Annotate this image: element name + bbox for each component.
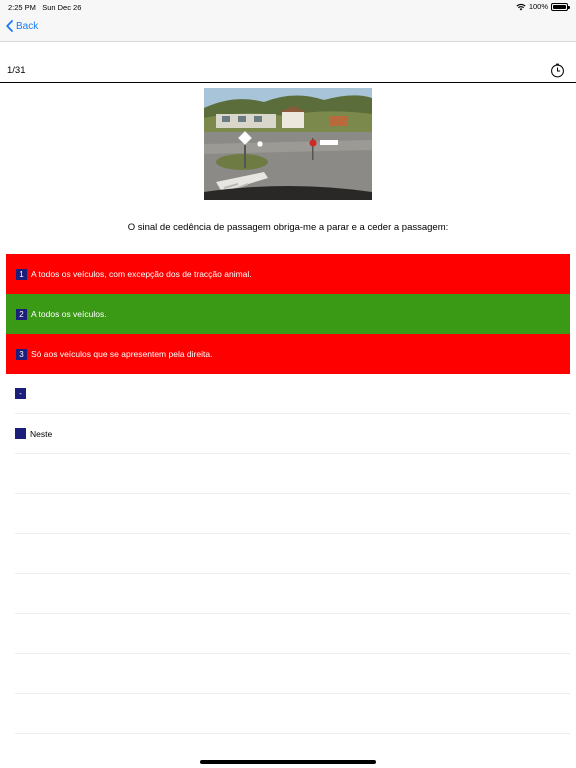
question-toolbar <box>0 58 576 83</box>
clock-icon[interactable] <box>550 63 565 78</box>
row-marker <box>15 428 26 439</box>
list-item <box>15 694 570 734</box>
answer-number-3: 3 <box>16 349 27 360</box>
question-image <box>204 88 372 200</box>
list-item <box>15 574 570 614</box>
row-marker: - <box>15 388 26 399</box>
list-item <box>15 454 570 494</box>
answer-option-1[interactable] <box>6 254 570 294</box>
battery-level <box>553 5 566 9</box>
chevron-left-icon <box>6 20 13 32</box>
list-item <box>15 654 570 694</box>
battery-icon <box>551 3 568 11</box>
status-time <box>8 3 81 12</box>
status-date-text: Sun Dec 26 <box>42 3 82 12</box>
answer-option-3[interactable] <box>6 334 570 374</box>
question-counter: 1/31 <box>7 65 26 76</box>
answer-text-3: Só aos veículos que se apresentem pela direita. <box>31 349 213 359</box>
battery-percent: 100% <box>528 2 548 11</box>
list-item[interactable] <box>15 414 570 454</box>
list-item[interactable] <box>15 374 570 414</box>
back-button[interactable] <box>6 20 38 32</box>
answer-option-2[interactable] <box>6 294 570 334</box>
list-item <box>15 494 570 534</box>
wifi-icon <box>516 3 526 11</box>
status-time-text: 2:25 PM <box>8 3 36 12</box>
status-right <box>516 2 568 11</box>
row-text: Neste <box>30 428 53 439</box>
status-bar <box>0 0 576 14</box>
home-indicator[interactable] <box>200 760 376 764</box>
question-text: O sinal de cedência de passagem obriga-me a parar e a ceder a passagem: <box>127 222 449 233</box>
answer-text-1: A todos os veículos, com excepção dos de tracção animal. <box>31 269 252 279</box>
back-button-label: Back <box>16 20 39 32</box>
answer-number-2: 2 <box>16 309 27 320</box>
list-item <box>15 614 570 654</box>
navigation-bar <box>0 14 576 42</box>
answer-number-1: 1 <box>16 269 27 280</box>
list-item <box>15 534 570 574</box>
answer-text-2: A todos os veículos. <box>31 309 107 319</box>
